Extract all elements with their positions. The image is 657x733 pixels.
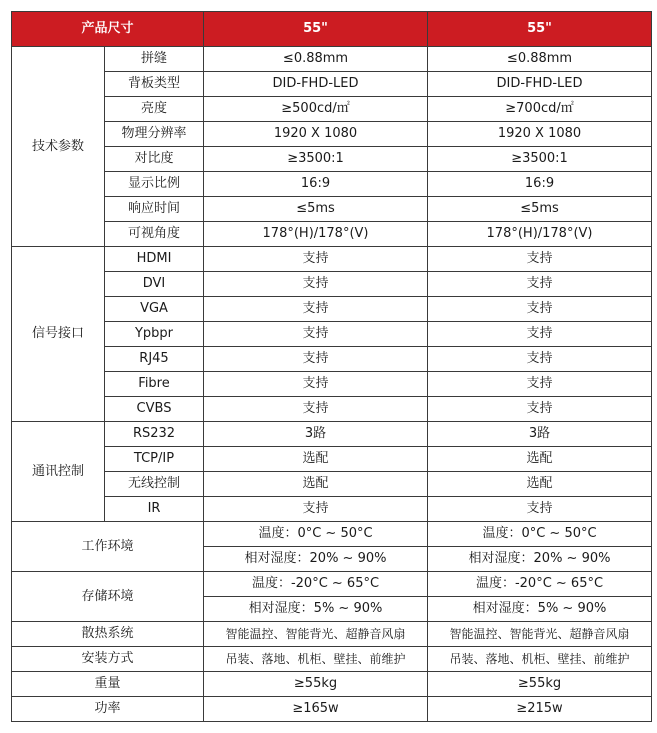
param-value: 吊装、落地、机柜、壁挂、前维护 [204,647,428,672]
param-name: 物理分辨率 [105,122,204,147]
param-value: 支持 [204,347,428,372]
table-row [12,422,652,447]
table-row [12,47,652,72]
param-value: 支持 [428,347,652,372]
table-row [12,272,652,297]
param-value: 相对湿度：20% ~ 90% [428,547,652,572]
param-value: 支持 [204,272,428,297]
param-value: 支持 [204,397,428,422]
param-value: 支持 [428,297,652,322]
param-name: 显示比例 [105,172,204,197]
param-value: 3路 [204,422,428,447]
param-value: DID-FHD-LED [204,72,428,97]
table-row [12,347,652,372]
table-row [12,522,652,547]
param-name: CVBS [105,397,204,422]
param-value: ≥55kg [204,672,428,697]
param-value: 178°(H)/178°(V) [204,222,428,247]
table-row [12,697,652,722]
param-value: 支持 [428,397,652,422]
table-row [12,497,652,522]
param-value: 温度：-20°C ~ 65°C [204,572,428,597]
param-name: Fibre [105,372,204,397]
param-name: 拼缝 [105,47,204,72]
table-row [12,572,652,597]
param-name: 背板类型 [105,72,204,97]
param-name: RJ45 [105,347,204,372]
row-label-weight: 重量 [12,672,204,697]
spec-table-wrapper [11,11,652,722]
table-row [12,372,652,397]
table-row [12,72,652,97]
param-name: 对比度 [105,147,204,172]
param-value: DID-FHD-LED [428,72,652,97]
table-row [12,172,652,197]
param-name: 响应时间 [105,197,204,222]
table-row [12,247,652,272]
param-value: 支持 [204,497,428,522]
table-row [12,222,652,247]
param-name: VGA [105,297,204,322]
section-label-tech: 技术参数 [12,47,105,247]
param-value: 温度：0°C ~ 50°C [204,522,428,547]
param-value: 智能温控、智能背光、超静音风扇 [428,622,652,647]
param-name: 亮度 [105,97,204,122]
table-row [12,322,652,347]
param-value: 支持 [428,497,652,522]
header-model-2: 55" [428,12,652,47]
param-value: ≥3500:1 [428,147,652,172]
header-product-size: 产品尺寸 [12,12,204,47]
param-name: RS232 [105,422,204,447]
param-value: 相对湿度：5% ~ 90% [204,597,428,622]
param-name: IR [105,497,204,522]
table-row [12,447,652,472]
param-value: 选配 [204,447,428,472]
spec-table [11,11,652,722]
table-row [12,472,652,497]
param-value: 选配 [204,472,428,497]
table-row [12,147,652,172]
param-value: ≥700cd/㎡ [428,97,652,122]
header-model-1: 55" [204,12,428,47]
table-row [12,647,652,672]
param-value: 支持 [204,247,428,272]
param-value: 1920 X 1080 [204,122,428,147]
param-value: 相对湿度：20% ~ 90% [204,547,428,572]
param-value: 3路 [428,422,652,447]
param-name: HDMI [105,247,204,272]
param-value: ≤0.88mm [428,47,652,72]
param-value: 16:9 [428,172,652,197]
header-row [12,12,652,47]
table-row [12,197,652,222]
section-label-comm: 通讯控制 [12,422,105,522]
param-value: 支持 [428,372,652,397]
param-value: 支持 [428,322,652,347]
param-name: 无线控制 [105,472,204,497]
section-label-signal: 信号接口 [12,247,105,422]
param-value: 温度：-20°C ~ 65°C [428,572,652,597]
table-row [12,97,652,122]
table-row [12,122,652,147]
param-value: ≥215w [428,697,652,722]
param-value: 吊装、落地、机柜、壁挂、前维护 [428,647,652,672]
param-name: DVI [105,272,204,297]
param-name: TCP/IP [105,447,204,472]
param-value: ≥165w [204,697,428,722]
row-label-power: 功率 [12,697,204,722]
param-value: ≥500cd/㎡ [204,97,428,122]
param-name: Ypbpr [105,322,204,347]
row-label-installation: 安装方式 [12,647,204,672]
param-value: 智能温控、智能背光、超静音风扇 [204,622,428,647]
param-value: 选配 [428,472,652,497]
param-name: 可视角度 [105,222,204,247]
param-value: ≤0.88mm [204,47,428,72]
table-row [12,672,652,697]
param-value: 支持 [204,322,428,347]
table-row [12,397,652,422]
param-value: 支持 [428,247,652,272]
param-value: 温度：0°C ~ 50°C [428,522,652,547]
param-value: 16:9 [204,172,428,197]
param-value: ≥3500:1 [204,147,428,172]
table-row [12,622,652,647]
param-value: 支持 [204,297,428,322]
param-value: 支持 [204,372,428,397]
param-value: 178°(H)/178°(V) [428,222,652,247]
param-value: ≥55kg [428,672,652,697]
row-label-cooling: 散热系统 [12,622,204,647]
param-value: 1920 X 1080 [428,122,652,147]
section-label-storage-env: 存储环境 [12,572,204,622]
section-label-work-env: 工作环境 [12,522,204,572]
param-value: 相对湿度：5% ~ 90% [428,597,652,622]
param-value: ≤5ms [428,197,652,222]
param-value: ≤5ms [204,197,428,222]
table-row [12,297,652,322]
param-value: 选配 [428,447,652,472]
param-value: 支持 [428,272,652,297]
